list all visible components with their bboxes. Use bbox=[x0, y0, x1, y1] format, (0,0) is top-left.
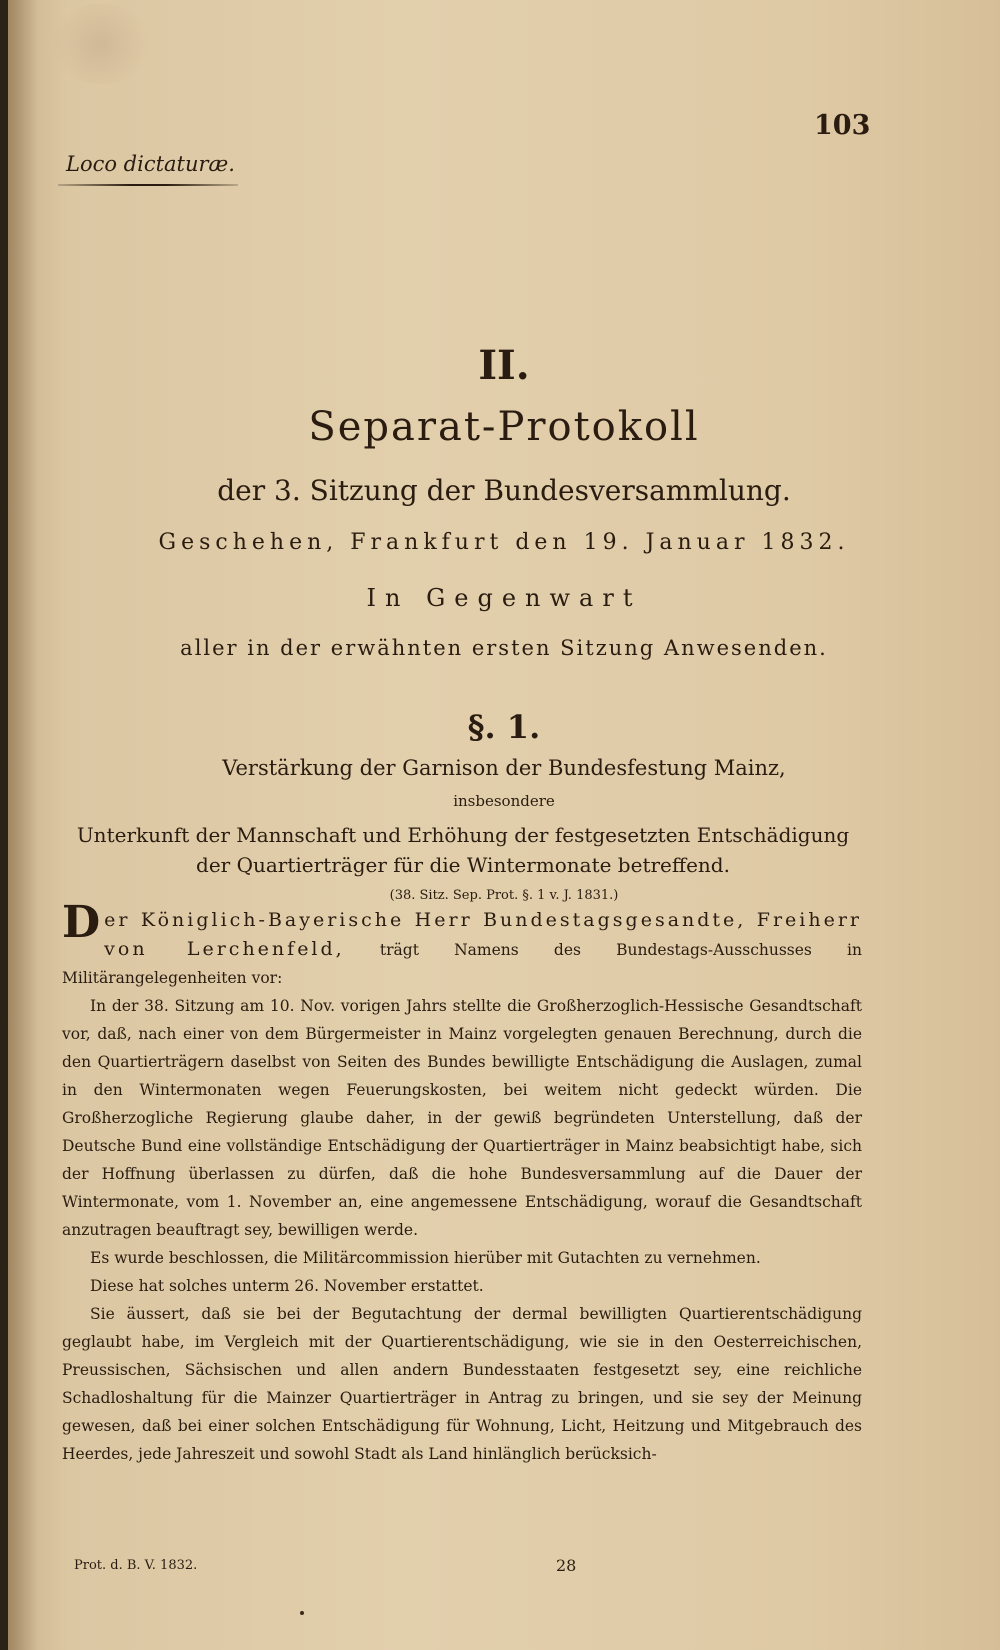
paragraph-1-rest: trägt Namens des Bundestags-Ausschusses in Militärangelegenheiten vor: bbox=[62, 941, 862, 987]
section-topic-connector: insbesondere bbox=[453, 792, 555, 810]
paragraph-1 bbox=[62, 897, 862, 992]
section-topic: Verstärkung der Garnison der Bundesfestung Mainz, bbox=[222, 756, 786, 780]
document-page bbox=[8, 0, 1000, 1650]
footer-reference: Prot. d. B. V. 1832. bbox=[74, 1558, 198, 1573]
paragraph-4: Diese hat solches unterm 26. November erstattet. bbox=[90, 1277, 484, 1295]
paragraph-2: In der 38. Sitzung am 10. Nov. vorigen Jahrs stellte die Großherzoglich-Hessische Gesandtschaft vor, daß, nach einer von dem Bürgermeister in Mainz vorgelegten genauen Berechnung, durch die den Quartierträgern daselbst von Seiten des Bundes bewilligte Entschädigung die Auslagen, zumal in den Wintermonaten wegen Feuerungskosten, bei weitem nicht gedeckt würden. Die Großherzogliche Regierung glaube daher, in der gewiß begründeten Unterstellung, daß der Deutsche Bund eine vollständige Entschädigung der Quartierträger in Mainz beabsichtigt habe, sich der Hoffnung überlassen zu dürfen, daß die hohe Bundesversammlung auf die Dauer der Wintermonate, vom 1. November an, eine angemessene Entschädigung, worauf die Gesandtschaft anzutragen beauftragt sey, bewilligen werde. bbox=[62, 997, 862, 1239]
page-number: 103 bbox=[814, 110, 871, 141]
protocol-subtitle: der 3. Sitzung der Bundesversammlung. bbox=[217, 474, 791, 507]
section-number: §. 1. bbox=[467, 708, 541, 746]
library-stamp-stain bbox=[46, 4, 156, 84]
speaker-name: er Königlich-Bayerische Herr Bundestagsgesandte, Freiherr von Lerchenfeld, bbox=[104, 909, 862, 960]
loco-underline bbox=[58, 184, 238, 186]
roman-numeral: II. bbox=[478, 342, 530, 389]
binding-shadow bbox=[8, 0, 38, 1650]
drop-cap: D bbox=[62, 897, 101, 948]
signature-mark: 28 bbox=[556, 1556, 577, 1575]
section-topic-detail: Unterkunft der Mannschaft und Erhöhung der festgesetzten Entschädigung der Quartierträger für die Wintermonate betreffend. bbox=[76, 823, 850, 877]
loco-dictaturae: Loco dictaturæ. bbox=[66, 152, 235, 176]
paragraph-3: Es wurde beschlossen, die Militärcommission hierüber mit Gutachten zu vernehmen. bbox=[90, 1249, 761, 1267]
paragraph-5: Sie äussert, daß sie bei der Begutachtung der dermal bewilligten Quartierentschädigung geglaubt habe, im Vergleich mit der Quartierentschädigung, wie sie in den Oesterreichischen, Preussischen, Sächsischen und allen andern Bundesstaaten festgesetzt sey, eine reichliche Schadloshaltung für die Mainzer Quartierträger in Antrag zu bringen, und sie sey der Meinung gewesen, daß bei einer solchen Entschädigung für Wohnung, Licht, Heitzung und Mitgebrauch des Heerdes, jede Jahreszeit und sowohl Stadt als Land hinlänglich berücksich- bbox=[62, 1305, 862, 1463]
present-heading: In Gegenwart bbox=[366, 584, 642, 612]
protocol-title: Separat-Protokoll bbox=[308, 404, 700, 450]
protocol-date: Geschehen, Frankfurt den 19. Januar 1832. bbox=[158, 530, 850, 555]
attendees-line: aller in der erwähnten ersten Sitzung Anwesenden. bbox=[180, 636, 828, 660]
ink-dot bbox=[300, 1611, 304, 1615]
section-reference: (38. Sitz. Sep. Prot. §. 1 v. J. 1831.) bbox=[389, 888, 619, 903]
body-text bbox=[62, 897, 862, 1468]
